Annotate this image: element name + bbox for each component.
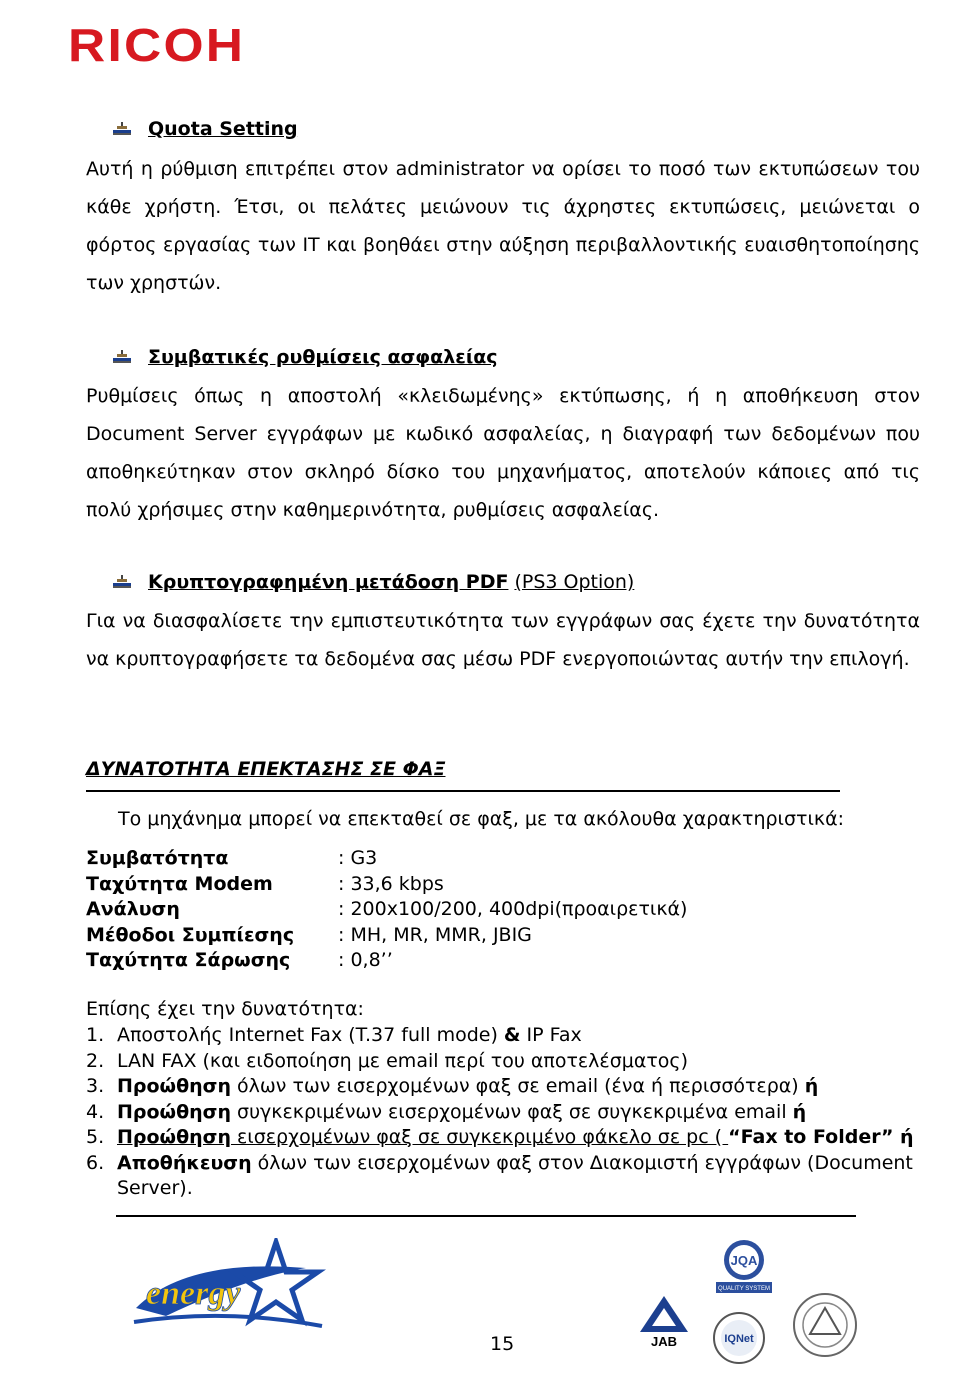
spec-label: Μέθοδοι Συμπίεσης xyxy=(86,923,295,946)
spec-label: Συμβατότητα xyxy=(86,847,229,869)
item-text-part: όλων των εισερχομένων φαξ σε email (ένα ή περισσότερα) xyxy=(230,1075,805,1097)
pdf-heading-note: (PS3 Option) xyxy=(514,571,635,593)
item-number: 5. xyxy=(86,1126,105,1148)
quota-heading-text: Quota Setting xyxy=(148,118,298,140)
item-number: 3. xyxy=(86,1075,105,1097)
list-item xyxy=(86,1023,916,1049)
quota-body: Αυτή η ρύθμιση επιτρέπει στον administrator να ορίσει το ποσό των εκτυπώσεων του κάθε χρήστη. Έτσι, οι πελάτες μειώνουν τις άχρηστες εκτυπώσεις, μειώνεται ο φόρτος εργασίας των IT και βοηθάει στην αύξηση περιβαλλοντικής ευαισθητοποίησης των χρηστών. xyxy=(86,158,920,294)
pdf-heading xyxy=(112,571,634,593)
energy-star-logo xyxy=(126,1238,326,1336)
spec-row xyxy=(86,846,687,872)
energy-underline xyxy=(134,1316,322,1326)
bullet-icon xyxy=(112,574,134,590)
item-text-bold: ή xyxy=(792,1100,807,1123)
list-item xyxy=(86,1151,916,1202)
spec-value: : 200x100/200, 400dpi(προαιρετικά) xyxy=(338,898,688,920)
item-number: 6. xyxy=(86,1151,105,1174)
also-label: Επίσης έχει την δυνατότητα: xyxy=(86,998,364,1020)
fax-specs xyxy=(86,846,687,974)
page-number: 15 xyxy=(490,1333,515,1355)
item-number: 4. xyxy=(86,1100,105,1123)
item-text-part: IP Fax xyxy=(520,1024,582,1046)
jqa-seal-icon xyxy=(710,1236,778,1294)
spec-value: : 0,8’’ xyxy=(338,949,393,971)
fax-section-title: ΔΥΝΑΤΟΤΗΤΑ ΕΠΕΚΤΑΣΗΣ ΣΕ ΦΑΞ xyxy=(86,758,446,780)
jqa-caption: QUALITY SYSTEM xyxy=(718,1286,770,1292)
list-item xyxy=(86,1049,916,1075)
item-text-bold: Προώθηση xyxy=(117,1100,231,1123)
bullet-icon xyxy=(112,349,134,365)
iqnet-text: IQNet xyxy=(724,1333,754,1345)
iqnet-seal-icon xyxy=(710,1310,768,1366)
item-text-part: εισερχομένων φαξ σε συγκεκριμένο φάκελο σε pc ( xyxy=(230,1126,729,1148)
ricoh-logo: RICOH xyxy=(68,19,246,71)
spec-value: : 33,6 kbps xyxy=(338,872,444,895)
list-item xyxy=(86,1074,916,1100)
list-item xyxy=(86,1100,916,1126)
section-divider xyxy=(86,790,840,792)
spec-row xyxy=(86,897,687,923)
footer-divider xyxy=(116,1215,856,1217)
jqa-text: JQA xyxy=(730,1253,758,1268)
item-text-bold: ή xyxy=(900,1126,914,1148)
quota-heading xyxy=(112,118,298,140)
pdf-heading-text: Κρυπτογραφημένη μετάδοση PDF xyxy=(148,571,509,593)
item-text xyxy=(117,1100,916,1126)
spec-label: Ταχύτητα Modem xyxy=(86,872,273,895)
spec-label: Ταχύτητα Σάρωσης xyxy=(86,949,291,971)
quality-seal-triangle xyxy=(810,1308,840,1334)
list-item xyxy=(86,1125,916,1151)
item-text xyxy=(117,1151,916,1202)
item-text-bold: Fax to Folder xyxy=(740,1126,881,1148)
item-text xyxy=(117,1023,916,1049)
fax-intro: Το μηχάνημα μπορεί να επεκταθεί σε φαξ, με τα ακόλουθα χαρακτηριστικά: xyxy=(118,808,845,830)
item-text-part: Αποστολής Internet Fax (T.37 full mode) xyxy=(117,1024,504,1046)
spec-value: : MH, MR, MMR, JBIG xyxy=(338,923,532,946)
item-number: 2. xyxy=(86,1049,105,1072)
item-text-part: όλων των εισερχομένων φαξ στον Διακομιστή εγγράφων (Document Server). xyxy=(117,1151,913,1199)
item-text-bold: ή xyxy=(804,1075,819,1097)
pdf-body: Για να διασφαλίσετε την εμπιστευτικότητα των εγγράφων σας έχετε την δυνατότητα να κρυπτογραφήσετε τα δεδομένα σας μέσω PDF ενεργοποιώντας αυτήν την επιλογή. xyxy=(86,610,920,670)
quality-seal-icon xyxy=(790,1290,860,1360)
security-body: Ρυθμίσεις όπως η αποστολή «κλειδωμένης» εκτύπωσης, ή η αποθήκευση στον Document Server εγγράφων με κωδικό ασφαλείας, η διαγραφή των δεδομένων που αποθηκεύτηκαν στον σκληρό δίσκο του μηχανήματος, αποτελούν κάποιες από τις πολύ χρήσιμες στην καθημερινότητα, ρυθμίσεις ασφαλείας. xyxy=(86,385,920,521)
spec-row xyxy=(86,923,687,949)
jab-logo xyxy=(636,1294,692,1348)
item-text-part: συγκεκριμένων εισερχομένων φαξ σε συγκεκριμένα email xyxy=(230,1100,793,1123)
feature-list xyxy=(86,1023,916,1202)
spec-row xyxy=(86,948,687,974)
item-text-bold: Προώθηση xyxy=(117,1075,231,1097)
spec-value: : G3 xyxy=(338,847,378,869)
star-icon xyxy=(234,1242,318,1320)
item-text-bold: & xyxy=(503,1024,521,1046)
spec-row xyxy=(86,872,687,898)
spec-label: Ανάλυση xyxy=(86,898,180,920)
energy-text: energy xyxy=(146,1275,241,1312)
item-text-bold: Προώθηση xyxy=(117,1126,231,1148)
item-text-bold: “ xyxy=(728,1126,741,1148)
security-heading-text: Συμβατικές ρυθμίσεις ασφαλείας xyxy=(148,346,498,368)
item-text: LAN FAX (και ειδοποίηση με email περί του αποτελέσματος) xyxy=(117,1049,688,1072)
security-heading xyxy=(112,346,498,368)
item-number: 1. xyxy=(86,1024,105,1046)
item-text xyxy=(117,1125,916,1151)
jab-text: JAB xyxy=(650,1334,678,1348)
bullet-icon xyxy=(112,121,134,137)
item-text xyxy=(117,1074,916,1100)
item-text-bold: Αποθήκευση xyxy=(117,1151,252,1174)
item-text-bold: ” xyxy=(880,1126,901,1148)
